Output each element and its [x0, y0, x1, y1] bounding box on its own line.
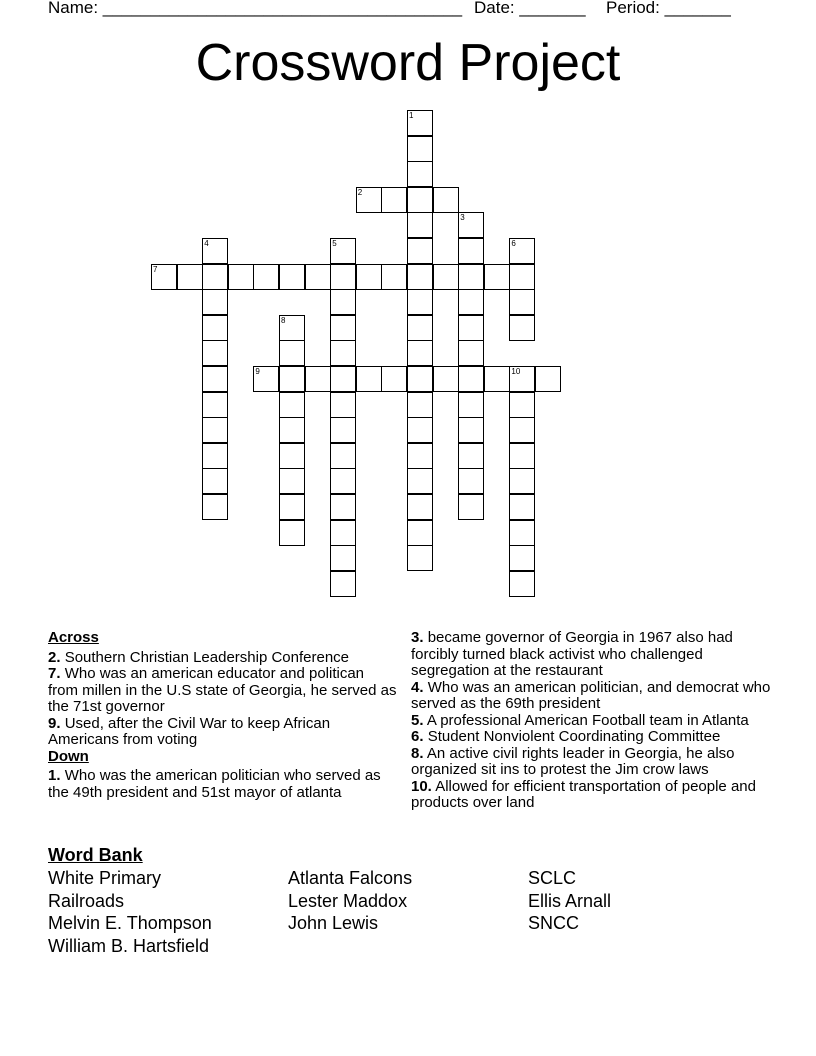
- crossword-cell[interactable]: [279, 443, 305, 469]
- crossword-cell[interactable]: [330, 520, 356, 546]
- crossword-cell[interactable]: [279, 468, 305, 494]
- crossword-cell[interactable]: [356, 187, 382, 213]
- crossword-cell[interactable]: [202, 238, 228, 264]
- crossword-cell[interactable]: [330, 392, 356, 418]
- crossword-cell[interactable]: [509, 520, 535, 546]
- crossword-cell[interactable]: [330, 571, 356, 597]
- crossword-cell[interactable]: [458, 340, 484, 366]
- page-title: Crossword Project: [195, 34, 621, 92]
- crossword-cell[interactable]: [202, 392, 228, 418]
- word-bank-item: Atlanta Falcons: [288, 868, 413, 888]
- crossword-cell[interactable]: [279, 340, 305, 366]
- crossword-cell[interactable]: [407, 212, 433, 238]
- clue-across-2: 2. Southern Christian Leadership Conference: [48, 648, 350, 666]
- crossword-cell[interactable]: [484, 366, 510, 392]
- crossword-cell[interactable]: [509, 264, 535, 290]
- period-field-label[interactable]: Period: _______: [606, 0, 731, 17]
- clues-column-right: [411, 630, 771, 812]
- crossword-cell[interactable]: [407, 417, 433, 443]
- word-bank-item: John Lewis: [288, 913, 379, 933]
- crossword-cell[interactable]: [407, 136, 433, 162]
- crossword-cell[interactable]: [433, 366, 459, 392]
- crossword-cell[interactable]: [330, 340, 356, 366]
- clue-number: 5: [332, 239, 337, 248]
- crossword-cell[interactable]: [279, 392, 305, 418]
- crossword-cell[interactable]: [253, 264, 279, 290]
- crossword-cell[interactable]: [458, 315, 484, 341]
- crossword-cell[interactable]: [509, 443, 535, 469]
- crossword-cell[interactable]: [356, 264, 382, 290]
- crossword-cell[interactable]: [458, 443, 484, 469]
- crossword-cell[interactable]: [458, 366, 484, 392]
- crossword-cell[interactable]: [253, 366, 279, 392]
- crossword-cell[interactable]: [279, 417, 305, 443]
- crossword-cell[interactable]: [381, 366, 407, 392]
- crossword-cell[interactable]: [330, 417, 356, 443]
- crossword-cell[interactable]: [407, 520, 433, 546]
- crossword-cell[interactable]: [407, 315, 433, 341]
- crossword-cell[interactable]: [330, 494, 356, 520]
- crossword-cell[interactable]: [509, 289, 535, 315]
- crossword-cell[interactable]: [381, 264, 407, 290]
- clue-number: 9: [255, 367, 260, 376]
- crossword-cell[interactable]: [407, 392, 433, 418]
- word-bank-item: Lester Maddox: [288, 891, 408, 911]
- clue-down-6: 6. Student Nonviolent Coordinating Committee: [411, 728, 721, 745]
- clue-down-3: 3. became governor of Georgia in 1967 also had forcibly turned black activist who challenged segregation at the restaurant: [411, 629, 733, 679]
- date-field-label[interactable]: Date: _______: [474, 0, 586, 17]
- crossword-cell[interactable]: [202, 264, 228, 290]
- across-heading: Across: [48, 629, 99, 646]
- crossword-cell[interactable]: [330, 315, 356, 341]
- crossword-cell[interactable]: [407, 110, 433, 136]
- crossword-cell[interactable]: [330, 366, 356, 392]
- word-bank-title: Word Bank: [48, 845, 143, 865]
- crossword-cell[interactable]: [407, 443, 433, 469]
- crossword-cell[interactable]: [202, 494, 228, 520]
- clue-number: 1: [409, 111, 414, 120]
- crossword-cell[interactable]: [151, 264, 177, 290]
- clue-number: 10: [511, 367, 521, 376]
- crossword-cell[interactable]: [330, 238, 356, 264]
- clue-across-9: 9. Used, after the Civil War to keep African Americans from voting: [48, 714, 331, 748]
- clue-down-10: 10. Allowed for efficient transportation of people and products over land: [411, 777, 756, 811]
- clue-number: 4: [204, 239, 209, 248]
- crossword-cell[interactable]: [458, 494, 484, 520]
- crossword-cell[interactable]: [330, 468, 356, 494]
- crossword-cell[interactable]: [458, 289, 484, 315]
- crossword-cell[interactable]: [458, 417, 484, 443]
- crossword-cell[interactable]: [407, 289, 433, 315]
- clue-number: 3: [460, 213, 465, 223]
- crossword-cell[interactable]: [509, 417, 535, 443]
- clue-down-5: 5. A professional American Football team in Atlanta: [411, 711, 749, 729]
- word-bank-item: William B. Hartsfield: [48, 936, 210, 956]
- word-bank-item: Ellis Arnall: [528, 891, 612, 911]
- crossword-cell[interactable]: [407, 264, 433, 290]
- crossword-cell[interactable]: [458, 212, 484, 238]
- clue-down-4: 4. Who was an american politician, and democrat who served as the 69th president: [411, 678, 771, 712]
- name-field-label[interactable]: Name: ______________________________________: [48, 0, 463, 17]
- crossword-cell[interactable]: [458, 264, 484, 290]
- crossword-cell[interactable]: [381, 187, 407, 213]
- crossword-cell[interactable]: [279, 315, 305, 341]
- crossword-cell[interactable]: [202, 340, 228, 366]
- crossword-cell[interactable]: [202, 443, 228, 469]
- crossword-cell[interactable]: [305, 264, 331, 290]
- crossword-cell[interactable]: [202, 468, 228, 494]
- crossword-cell[interactable]: [330, 264, 356, 290]
- clue-down-1: 1. Who was the american politician who served as the 49th president and 51st mayor of atlanta: [48, 767, 381, 801]
- crossword-cell[interactable]: [177, 264, 203, 290]
- crossword-cell[interactable]: [407, 238, 433, 264]
- clue-number: 6: [511, 239, 516, 248]
- crossword-cell[interactable]: [535, 366, 561, 392]
- crossword-cell[interactable]: [407, 187, 433, 213]
- clue-across-7: 7. Who was an american educator and politican from millen in the U.S state of Georgia, he served as the 71st governor: [48, 665, 397, 715]
- crossword-cell[interactable]: [458, 392, 484, 418]
- clue-number: 7: [153, 264, 158, 274]
- crossword-cell[interactable]: [407, 468, 433, 494]
- crossword-cell[interactable]: [407, 494, 433, 520]
- word-bank-item: Melvin E. Thompson: [48, 913, 212, 933]
- clues-column-left: [48, 630, 398, 801]
- crossword-cell[interactable]: [228, 264, 254, 290]
- word-bank-item: White Primary: [48, 868, 162, 888]
- crossword-cell[interactable]: [407, 545, 433, 571]
- crossword-cell[interactable]: [305, 366, 331, 392]
- crossword-cell[interactable]: [279, 494, 305, 520]
- crossword-cell[interactable]: [202, 315, 228, 341]
- crossword-cell[interactable]: [509, 571, 535, 597]
- clue-number: 8: [281, 315, 286, 325]
- crossword-cell[interactable]: [484, 264, 510, 290]
- crossword-cell[interactable]: [407, 340, 433, 366]
- crossword-cell[interactable]: [279, 264, 305, 290]
- crossword-cell[interactable]: [202, 366, 228, 392]
- crossword-cell[interactable]: [356, 366, 382, 392]
- word-bank-item: SNCC: [528, 913, 580, 933]
- down-heading: Down: [48, 747, 89, 765]
- clue-number: 2: [357, 187, 363, 197]
- crossword-cell[interactable]: [509, 392, 535, 418]
- crossword-cell[interactable]: [407, 366, 433, 392]
- crossword-cell[interactable]: [407, 161, 433, 187]
- crossword-cell[interactable]: [433, 187, 459, 213]
- crossword-cell[interactable]: [509, 366, 535, 392]
- crossword-cell[interactable]: [202, 417, 228, 443]
- crossword-cell[interactable]: [279, 520, 305, 546]
- crossword-cell[interactable]: [509, 468, 535, 494]
- word-bank-item: Railroads: [48, 891, 125, 911]
- crossword-cell[interactable]: [458, 238, 484, 264]
- crossword-cell[interactable]: [509, 494, 535, 520]
- clue-down-8: 8. An active civil rights leader in Georgia, he also organized sit ins to protest the Jim crow laws: [411, 744, 735, 778]
- crossword-cell[interactable]: [433, 264, 459, 290]
- crossword-cell[interactable]: [279, 366, 305, 392]
- crossword-cell[interactable]: [509, 238, 535, 264]
- crossword-cell[interactable]: [330, 289, 356, 315]
- crossword-cell[interactable]: [330, 545, 356, 571]
- crossword-cell[interactable]: [509, 315, 535, 341]
- crossword-cell[interactable]: [509, 545, 535, 571]
- word-bank-item: SCLC: [528, 868, 577, 888]
- crossword-cell[interactable]: [330, 443, 356, 469]
- crossword-cell[interactable]: [202, 289, 228, 315]
- crossword-cell[interactable]: [458, 468, 484, 494]
